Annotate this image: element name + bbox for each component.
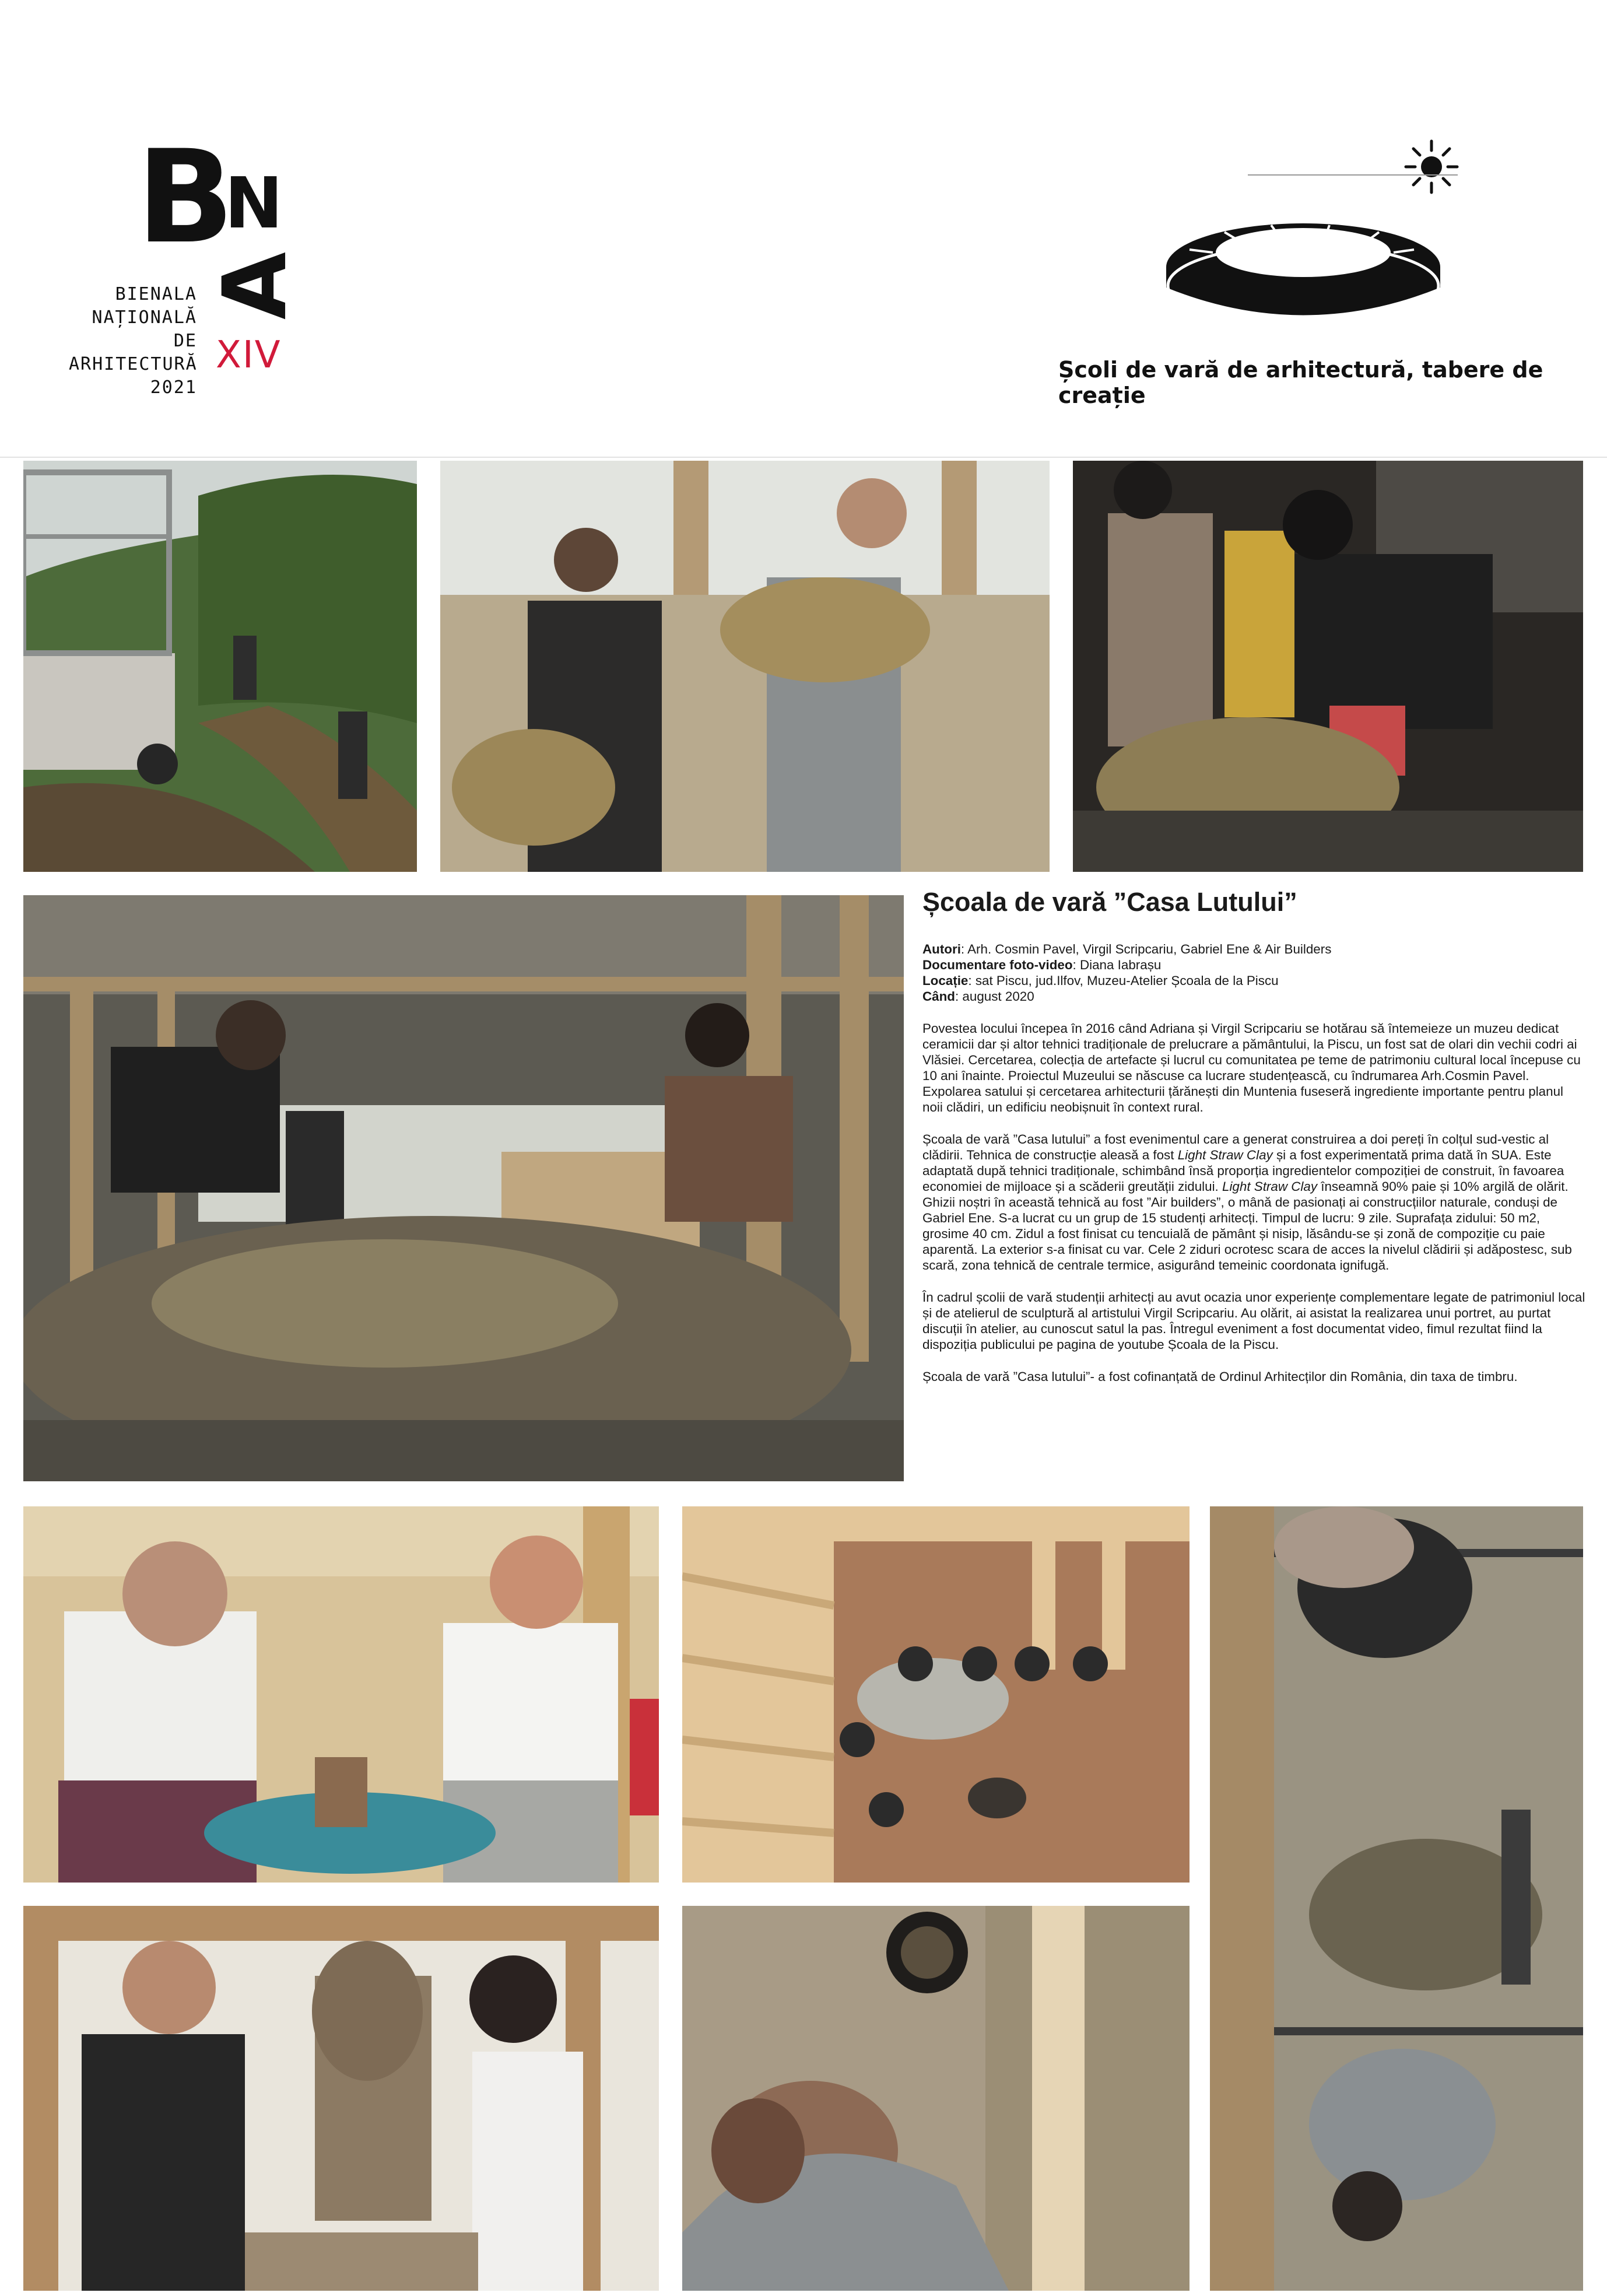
paragraph-experiences: În cadrul școlii de vară studenții arhitecți au avut ocazia unor experiențe complementare legate de patrimoniul local și de atelierul de sculptură al artistului Virgil Scripcariu. Au olărit, ai asistat la realizarea unui portret, au purtat discuții în atelier, au cunoscut satul la pas. Întregul eveniment a fost documentat video, fimul rezultat fiind la dispoziția publicului pe pagina de youtube Școala de la Piscu. <box>922 1289 1585 1352</box>
meta-photo-video-value: : Diana Iabrașu <box>1072 957 1162 972</box>
logo-line-de: DE <box>173 331 197 351</box>
photo-scaffold-top-view <box>1210 1506 1583 2291</box>
paragraph-summer-school-c: înseamnă 90% paie și 10% argilă de olărit. Ghizii noștri în această tehnică au fost ”Air builders”, o mână de pasionați ai construcțiilor naturale, conduși de Gabriel Ene. S-a lucrat cu un grup de 15 studenți arhitecți. Timpul de lucru: 9 zile. Suprafața zidului: 50 m2, grosime 40 cm. Zidul a fost finisat cu tencuială de pământ și nisip, lăsându-se și zonă de compoziție cu paie aparentă. La exterior s-a finisat cu var. Cele 2 ziduri ocrotesc scara de acces la nivelul clădirii și adăpostesc, sub scară, zona tehnică de centrale termice, asigurând temeinic coordonata ignifugă. <box>922 1179 1572 1273</box>
sun-icon <box>1406 141 1457 192</box>
technique-name-1: Light Straw Clay <box>1177 1147 1273 1162</box>
meta-photo-video-label: Documentare foto-video <box>922 957 1073 972</box>
paragraph-summer-school <box>922 1131 1587 1273</box>
photo-wall-interior-top <box>682 1506 1190 1883</box>
meta-when <box>922 988 1587 1004</box>
circular-building-icon <box>1166 223 1440 327</box>
photo-shovel-group <box>1073 461 1583 872</box>
photo-clay-sculpture <box>23 1906 659 2291</box>
meta-location-label: Locație <box>922 973 969 988</box>
meta-when-label: Când <box>922 988 955 1004</box>
paragraph-summer-school-b: și a fost experimentată prima dată în SUA. Este adaptată după tehnici tradiționale, schimbând însă proporția ingredientelor compoziției de construit, în favoarea economiei de mijloace și a scăderii greutății zidului. <box>922 1147 1564 1194</box>
photo-trailer-field <box>23 461 417 872</box>
meta-authors-value: : Arh. Cosmin Pavel, Virgil Scripcariu, Gabriel Ene & Air Builders <box>960 941 1332 956</box>
logo-letter-b: B <box>136 122 234 272</box>
photo-wall-plastering <box>682 1906 1190 2291</box>
sun-and-circular-building-icon <box>1137 133 1487 343</box>
photo-straw-throwing <box>440 461 1050 872</box>
logo-letter-n: N <box>224 163 283 244</box>
meta-authors-label: Autori <box>922 941 961 956</box>
meta-authors <box>922 941 1587 957</box>
photo-straw-mixing-hall <box>23 895 904 1481</box>
photo-pottery-wheel <box>23 1506 659 1883</box>
paragraph-summer-school-a: Școala de vară ”Casa lutului” a fost evenimentul care a generat construirea a doi pereți în colțul sud-vestic al clădirii. Tehnica de construcție aleasă a fost <box>922 1131 1549 1162</box>
logo-line-year: 2021 <box>150 377 197 398</box>
meta-when-value: : august 2020 <box>955 988 1034 1004</box>
meta-location-value: : sat Piscu, jud.Ilfov, Muzeu-Atelier Școala de la Piscu <box>968 973 1279 988</box>
logo-line-nationala: NAȚIONALĂ <box>92 307 197 328</box>
logo-letter-a: A <box>205 251 307 320</box>
paragraph-funding: Școala de vară ”Casa lutului”- a fost cofinanțată de Ordinul Arhitecților din România, din taxa de timbru. <box>922 1369 1518 1384</box>
edition-number: XIV <box>216 334 282 377</box>
paragraph-history: Povestea locului începea în 2016 când Adriana și Virgil Scripcariu se hotărau să întemeieze un muzeu dedicat ceramicii dar și altor tehnici tradiționale de prelucrare a pământului, la Piscu, un fost sat de olari din vechii codri ai Vlăsiei. Cercetarea, colecția de artefacte și lucrul cu comunitatea pe teme de patrimoniu cultural local începuse cu 10 ani înainte. Proiectul Muzeului se născuse ca lucrare studențească, cu îndrumarea Arh.Cosmin Pavel. Expolarea satului și cercetarea arhitecturii țărănești din Muntenia fuseseră ingrediente importante pentru planul noii clădiri, un edificiu neobișnuit în context rural. <box>922 1021 1581 1114</box>
meta-photo-video <box>922 957 1587 973</box>
technique-name-2: Light Straw Clay <box>1222 1179 1318 1194</box>
meta-location <box>922 973 1587 988</box>
logo-line-arhitectura: ARHITECTURĂ <box>69 354 198 374</box>
header-divider <box>0 457 1607 458</box>
section-title: Școli de vară de arhitectură, tabere de creație <box>1058 357 1543 408</box>
article-title: Școala de vară ”Casa Lutului” <box>922 887 1297 917</box>
article <box>922 888 1587 1384</box>
logo-line-bienala: BIENALA <box>115 284 197 304</box>
